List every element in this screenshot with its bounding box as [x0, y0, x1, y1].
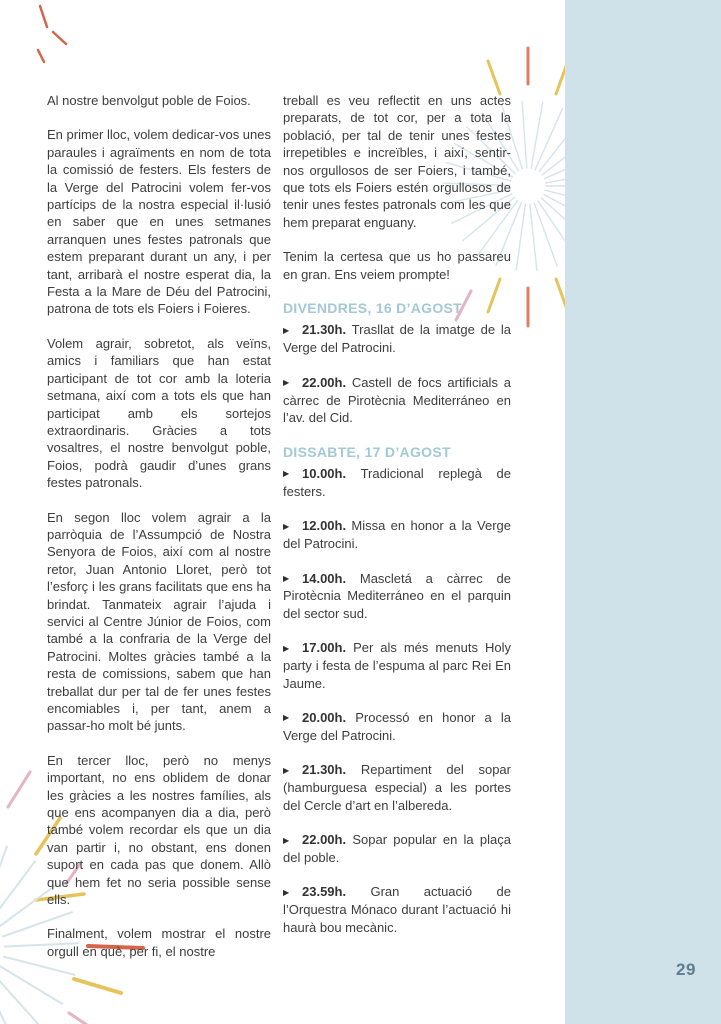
paragraph: En segon lloc volem agrair a la parròquia de l’Assumpció de Nostra Senyora de Foios, així com al nostre retor, Juan Antonio Lloret, però tot l’esforç i les grans facilitats que ens ha brindat. Tanmateix agrair l’ajuda i servici al Centre Júnior de Foios, com també a la confraria de la Verge del Patrocini. Moltes gràcies també a la resta de comissions, sabem que han treballat dur per tal de fer unes festes encomiables i, per tant, anem a passar-ho molt bé junts.: [47, 509, 271, 734]
event-text: Sopar popular en la plaça del poble.: [283, 832, 511, 865]
schedule-day-heading: DIVENDRES, 16 D’AGOST: [283, 300, 463, 317]
page-number: 29: [676, 960, 696, 979]
paragraph: En tercer lloc, però no menys important, no ens oblidem de donar les gràcies a les nostres famílies, als que ens acompanyen dia a dia, però també volem recordar els que un dia van partir i, no obstant, ens donen suport en cada pas que donem. Allò que hem fet no seria possible sense ells.: [47, 752, 271, 908]
event-time: 14.00h.: [302, 570, 347, 586]
triangle-bullet-icon: ▶: [283, 887, 290, 897]
event-time: 21.30h.: [302, 322, 347, 338]
triangle-bullet-icon: ▶: [283, 378, 290, 388]
triangle-bullet-icon: ▶: [283, 713, 290, 723]
schedule-event: [283, 517, 511, 552]
side-band: [565, 0, 721, 1024]
schedule-event: [283, 465, 511, 500]
event-time: 10.00h.: [302, 465, 347, 481]
schedule-event: [283, 883, 511, 936]
paragraph: Volem agrair, sobretot, als veïns, amics i familiars que han estat participant de tot cor amb la loteria setmana, així com a tots els que han participat amb els sortejos extraordinaris. Gràcies a tots vosaltres, el nostre benvolgut poble, Foios, podrà gaudir d’unes grans festes patronals.: [47, 335, 271, 491]
event-text: Trasllat de la imatge de la Verge del Patrocini.: [283, 322, 511, 356]
event-text: Repartiment del sopar (hamburguesa especial) a les portes del Cercle d’art en l’albereda.: [283, 762, 511, 813]
right-column: [283, 92, 511, 953]
schedule-event: [283, 709, 511, 744]
event-time: 17.00h.: [302, 640, 347, 656]
left-column: [47, 92, 271, 977]
event-time: 21.30h.: [302, 762, 347, 778]
triangle-bullet-icon: ▶: [283, 521, 290, 531]
triangle-bullet-icon: ▶: [283, 835, 290, 845]
paragraph: En primer lloc, volem dedicar-vos unes paraules i agraïments en nom de tota la comissió de festers. Els festers de la Verge del Patrocini volem fer-vos partícips de la nostra especial il·lusió en saber que en unes setmanes arranquen unes festes patronals que estem preparant durant un any, i per tant, arribarà el nostre esperat dia, la Festa a la Mare de Déu del Patrocini, patrona de tots els Foiers i Foieres.: [47, 127, 271, 317]
event-text: Castell de focs artificials a càrrec de Pirotècnia Mediterráneo en l’av. del Cid.: [283, 374, 511, 426]
triangle-bullet-icon: ▶: [283, 325, 290, 335]
schedule-event: [283, 570, 511, 623]
event-text: Missa en honor a la Verge del Patrocini.: [283, 518, 511, 552]
event-text: Per als més menuts Holy party i festa de l’espuma al parc Rei En Jaume.: [283, 640, 511, 691]
schedule-day-heading: DISSABTE, 17 D’AGOST: [283, 443, 451, 460]
event-text: Gran actuació de l’Orquestra Mónaco durant l’actuació hi haurà bou mecànic.: [283, 884, 511, 935]
paragraph: Tenim la certesa que us ho passareu en gran. Ens veiem prompte!: [283, 249, 511, 282]
triangle-bullet-icon: ▶: [283, 574, 290, 584]
event-text: Tradicional replegà de festers.: [283, 465, 511, 499]
event-text: Mascletá a càrrec de Pirotècnia Mediterráneo en el parquin del sector sud.: [283, 570, 511, 621]
schedule-event: [283, 374, 511, 427]
paragraph: Finalment, volem mostrar el nostre orgull en què, per fi, el nostre: [47, 926, 271, 959]
event-time: 23.59h.: [302, 884, 347, 900]
triangle-bullet-icon: ▶: [283, 469, 290, 479]
schedule-event: [283, 831, 511, 866]
event-time: 12.00h.: [302, 518, 347, 534]
triangle-bullet-icon: ▶: [283, 643, 290, 653]
triangle-bullet-icon: ▶: [283, 765, 290, 775]
event-time: 22.00h.: [302, 832, 347, 847]
paragraph: treball es veu reflectit en uns actes preparats, de tot cor, per a tota la població, per tal de tenir unes festes irrepetibles e increïbles, i així, sentir-nos orgullosos de ser Foiers, i també, que tots els Foiers estén orgullosos de tenir unes festes patronals com les que hem preparat enguany.: [283, 93, 511, 230]
paragraph: Al nostre benvolgut poble de Foios.: [47, 93, 251, 108]
event-text: Processó en honor a la Verge del Patrocini.: [283, 709, 511, 743]
schedule-event: [283, 321, 511, 356]
event-time: 20.00h.: [302, 709, 347, 725]
schedule-event: [283, 761, 511, 814]
event-time: 22.00h.: [302, 374, 347, 390]
schedule-event: [283, 639, 511, 692]
